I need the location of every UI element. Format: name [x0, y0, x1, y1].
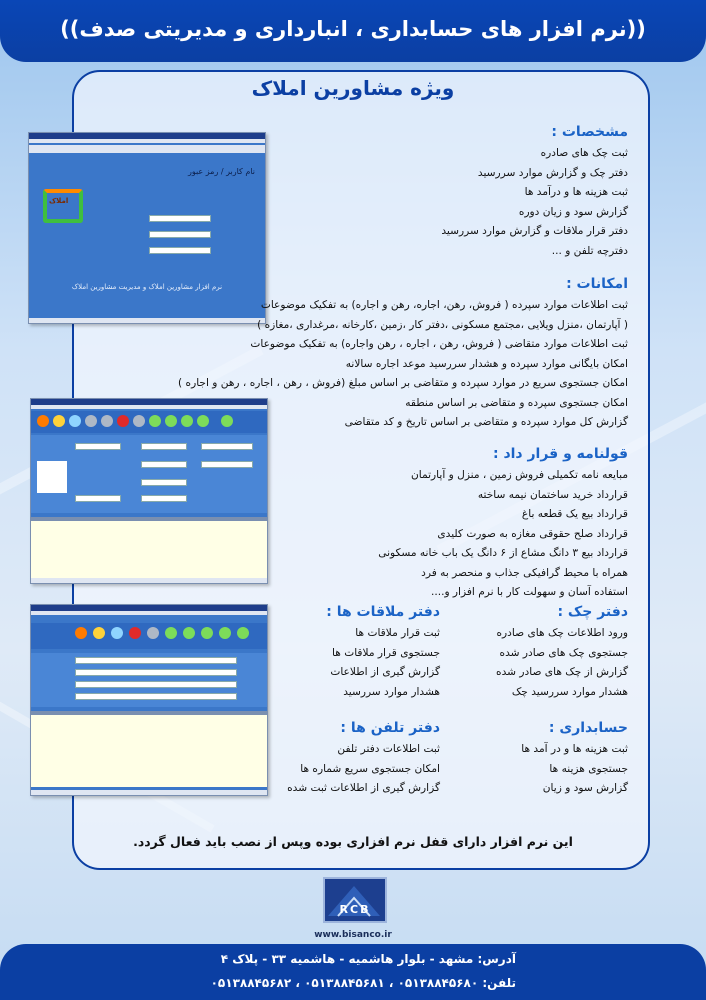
- list-item: گزارش از چک های صادر شده: [496, 666, 628, 678]
- list-item: قرارداد خرید ساختمان نیمه ساخته: [477, 488, 628, 501]
- form-field[interactable]: [201, 443, 253, 450]
- page-title: ویژه مشاورین املاک: [251, 76, 455, 100]
- login-header-bar: [29, 145, 265, 153]
- form-toolbar: [31, 411, 267, 433]
- window-menubar: [31, 611, 267, 615]
- save-icon[interactable]: [147, 627, 159, 639]
- search-icon[interactable]: [53, 415, 65, 427]
- list-item: همراه با محیط گرافیکی جذاب و منحصر به فرد: [421, 566, 628, 579]
- search-icon[interactable]: [93, 627, 105, 639]
- list-item: ورود اطلاعات چک های صادره: [496, 627, 628, 639]
- list-item: دفتر چک و گزارش موارد سررسید: [477, 166, 628, 179]
- section-heading: دفتر چک :: [557, 604, 628, 620]
- section-checkbook: [448, 604, 628, 702]
- nav-next-icon[interactable]: [181, 415, 193, 427]
- section-meetings: [280, 604, 440, 702]
- section-heading: دفتر ملاقات ها :: [326, 604, 440, 620]
- login-footer-text: نرم افزار مشاورین املاک و مدیریت مشاورین املاک: [71, 283, 223, 291]
- nav-last-icon[interactable]: [197, 415, 209, 427]
- list-item: ثبت اطلاعات موارد متقاضی ( فروش، رهن ، اجاره ، رهن واجاره) به تفکیک موضوعات: [250, 338, 628, 350]
- list-item: گزارش سود و زیان دوره: [518, 205, 628, 218]
- list-item: گزارش گیری از اطلاعات ثبت شده: [287, 782, 440, 794]
- logo-text: RCB: [339, 903, 371, 916]
- list-item: قرارداد بیع ۳ دانگ مشاع از ۶ دانگ یک باب خانه مسکونی: [378, 547, 628, 559]
- delete-icon[interactable]: [129, 627, 141, 639]
- list-item: قرارداد صلح حقوقی مغازه به صورت کلیدی: [437, 527, 628, 540]
- password-field[interactable]: [149, 231, 211, 238]
- list-item: گزارش گیری از اطلاعات: [330, 666, 440, 678]
- website-link[interactable]: www.bisanco.ir: [314, 930, 392, 940]
- section-accounting: [448, 720, 628, 799]
- list-item: دفترچه تلفن و ...: [551, 244, 628, 257]
- list-item: هشدار موارد سررسید: [343, 685, 440, 698]
- list-item: جستجوی هزینه ها: [549, 762, 628, 775]
- section-heading: دفتر تلفن ها :: [340, 720, 440, 736]
- nav-first-icon[interactable]: [165, 627, 177, 639]
- list-item: ثبت چک های صادره: [540, 147, 628, 159]
- list-item: ثبت اطلاعات دفتر تلفن: [337, 743, 440, 755]
- page-footer: [0, 944, 706, 1000]
- section-heading: امکانات :: [566, 276, 628, 292]
- list-item: ( آپارتمان ،منزل ویلایی ،مجتمع مسکونی ،دفتر کار ،زمین ،کارخانه ،مرغداری ،مغازه ): [257, 318, 628, 331]
- window-menubar: [29, 139, 265, 143]
- list-item: امکان جستجوی سریع در موارد سپرده و متقاضی بر اساس مبلغ (فروش ، رهن ، اجاره ، رهن و اجاره ): [178, 377, 628, 389]
- window-statusbar: [31, 790, 267, 795]
- section-heading: قولنامه و قرار داد :: [492, 446, 628, 462]
- property-form: [31, 435, 267, 513]
- license-notice: این نرم افزار دارای قفل نرم افزاری بوده وپس از نصب باید فعال گردد.: [133, 834, 573, 849]
- new-record-icon[interactable]: [221, 415, 233, 427]
- list-item: ثبت قرار ملاقات ها: [355, 627, 440, 639]
- login-heading: نام کاربر / رمز عبور: [188, 167, 255, 176]
- new-record-icon[interactable]: [237, 627, 249, 639]
- section-features: [288, 124, 628, 261]
- nav-next-icon[interactable]: [201, 627, 213, 639]
- house-logo-icon: [37, 177, 83, 217]
- form-field[interactable]: [141, 443, 187, 450]
- meetings-form: [31, 653, 267, 707]
- form-field[interactable]: [141, 479, 187, 486]
- photo-box: [37, 461, 67, 493]
- server-field[interactable]: [149, 247, 211, 254]
- logo-caption: املاک: [49, 197, 69, 205]
- list-item: استفاده آسان و سهولت کار با نرم افزار و....: [430, 586, 628, 598]
- logo-mark: [318, 876, 392, 926]
- records-grid[interactable]: [31, 711, 267, 787]
- software-screenshot-login: [28, 132, 266, 324]
- form-field[interactable]: [141, 461, 187, 468]
- list-item: هشدار موارد سررسید چک: [511, 685, 628, 698]
- footer-phone: تلفن: ۰۵۱۳۸۸۴۵۶۸۰ ، ۰۵۱۳۸۸۴۵۶۸۱ ، ۰۵۱۳۸۸۴۵۶۸۲: [210, 976, 516, 990]
- software-screenshot-property-form: [30, 398, 268, 584]
- exit-icon[interactable]: [37, 415, 49, 427]
- list-item: ثبت هزینه ها و درآمد ها: [524, 186, 628, 198]
- records-grid[interactable]: [31, 517, 267, 581]
- form-field[interactable]: [75, 669, 237, 676]
- list-item: مبایعه نامه تکمیلی فروش زمین ، منزل و آپارتمان: [410, 469, 628, 481]
- form-field[interactable]: [75, 443, 121, 450]
- form-field[interactable]: [75, 657, 237, 664]
- section-contracts: [288, 446, 628, 603]
- company-logo: [318, 876, 392, 926]
- exit-icon[interactable]: [75, 627, 87, 639]
- list-item: امکان جستجوی سپرده و متقاضی بر اساس منطقه: [405, 396, 628, 409]
- section-capabilities: [178, 276, 628, 433]
- save-icon[interactable]: [133, 415, 145, 427]
- edit-icon[interactable]: [101, 415, 113, 427]
- nav-prev-icon[interactable]: [165, 415, 177, 427]
- nav-last-icon[interactable]: [219, 627, 231, 639]
- list-item: گزارش کل موارد سپرده و متقاضی بر اساس تاریخ و کد متقاضی: [344, 416, 628, 428]
- username-field[interactable]: [149, 215, 211, 222]
- print-icon[interactable]: [69, 415, 81, 427]
- footer-address: آدرس: مشهد - بلوار هاشمیه - هاشمیه ۳۳ - پلاک ۴: [220, 952, 516, 966]
- print-icon[interactable]: [111, 627, 123, 639]
- list-item: گزارش سود و زیان: [542, 782, 628, 794]
- window-menubar: [31, 405, 267, 409]
- list-item: ثبت اطلاعات موارد سپرده ( فروش، رهن، اجاره، رهن و اجاره) به تفکیک موضوعات: [260, 299, 628, 311]
- list-item: جستجوی قرار ملاقات ها: [332, 646, 440, 659]
- form-field[interactable]: [75, 495, 121, 502]
- delete-icon[interactable]: [117, 415, 129, 427]
- section-heading: حسابداری :: [548, 720, 628, 736]
- nav-prev-icon[interactable]: [183, 627, 195, 639]
- list-item: ثبت هزینه ها و در آمد ها: [521, 743, 628, 755]
- nav-first-icon[interactable]: [149, 415, 161, 427]
- form-field[interactable]: [75, 693, 237, 700]
- page-header: ((نرم افزار های حسابداری ، انبارداری و مدیریتی صدف)): [0, 0, 706, 62]
- form-field[interactable]: [75, 681, 237, 688]
- form-toolbar: [31, 623, 267, 649]
- form-field[interactable]: [201, 461, 253, 468]
- section-phonebook: [270, 720, 440, 799]
- software-screenshot-meetings-form: [30, 604, 268, 796]
- list-item: امکان جستجوی سریع شماره ها: [300, 762, 440, 775]
- refresh-icon[interactable]: [85, 415, 97, 427]
- window-statusbar: [29, 318, 265, 323]
- list-item: قرارداد بیع یک قطعه باغ: [521, 508, 628, 520]
- form-field[interactable]: [141, 495, 187, 502]
- list-item: امکان بایگانی موارد سپرده و هشدار سررسید موعد اجاره سالانه: [345, 357, 628, 370]
- window-statusbar: [31, 578, 267, 583]
- list-item: دفتر قرار ملاقات و گزارش موارد سررسید: [441, 225, 628, 237]
- list-item: جستجوی چک های صادر شده: [499, 646, 628, 659]
- section-heading: مشخصات :: [551, 124, 628, 140]
